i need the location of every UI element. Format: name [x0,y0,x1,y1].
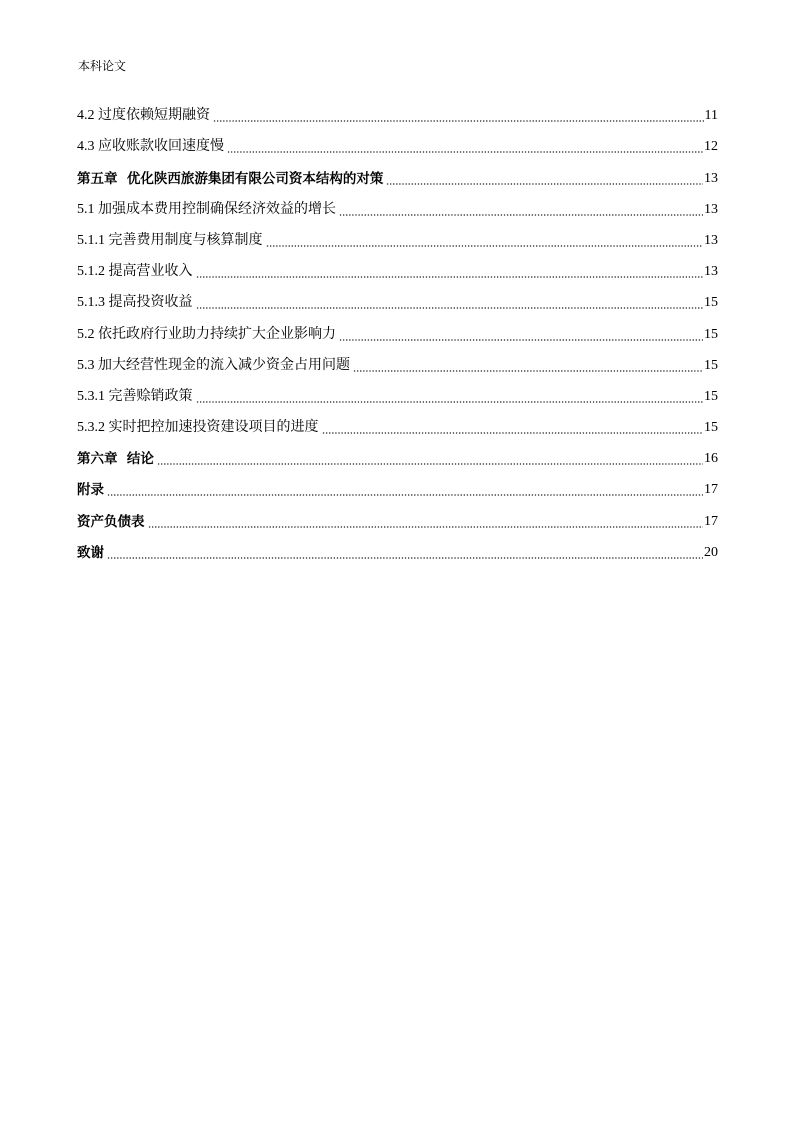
toc-dot-leader [322,432,704,434]
toc-entry-page: 20 [704,544,718,560]
toc-entry-title: 5.1.2 提高营业收入 [77,264,193,280]
toc-dot-leader [227,151,703,153]
toc-entry[interactable] [77,131,718,162]
toc-dot-leader [107,557,703,559]
table-of-contents [77,100,718,568]
toc-entry[interactable] [77,443,718,474]
toc-entry[interactable] [77,100,718,131]
toc-entry[interactable] [77,287,718,318]
toc-entry-page: 13 [704,232,718,248]
toc-entry[interactable] [77,505,718,536]
toc-dot-leader [157,463,703,465]
toc-dot-leader [339,214,703,216]
toc-entry-page: 11 [704,108,718,124]
toc-entry-title: 5.1.3 提高投资收益 [77,295,193,311]
toc-entry-title: 5.1.1 完善费用制度与核算制度 [77,232,263,248]
toc-entry[interactable] [77,318,718,349]
toc-entry-title: 附录 [77,482,104,499]
toc-entry[interactable] [77,537,718,568]
toc-entry-title: 5.1 加强成本费用控制确保经济效益的增长 [77,201,336,217]
toc-entry-title: 第六章 结论 [77,451,154,468]
toc-entry-page: 17 [704,513,718,529]
toc-entry[interactable] [77,350,718,381]
toc-entry-title: 致谢 [77,544,104,561]
toc-entry-page: 13 [704,170,718,186]
toc-entry-title: 资产负债表 [77,513,145,530]
toc-dot-leader [339,339,703,341]
toc-entry-title: 4.2 过度依赖短期融资 [77,108,210,124]
toc-dot-leader [148,526,704,528]
toc-entry-page: 15 [704,295,718,311]
toc-entry[interactable] [77,256,718,287]
toc-dot-leader [353,370,703,372]
toc-dot-leader [266,245,704,247]
toc-entry-title: 4.3 应收账款收回速度慢 [77,139,224,155]
toc-entry-title: 5.3.1 完善赊销政策 [77,388,193,404]
toc-dot-leader [196,276,704,278]
toc-entry[interactable] [77,474,718,505]
toc-entry-page: 15 [704,357,718,373]
toc-dot-leader [107,494,703,496]
toc-dot-leader [196,307,704,309]
toc-entry[interactable] [77,381,718,412]
toc-entry-page: 15 [704,326,718,342]
toc-entry-title: 5.3 加大经营性现金的流入减少资金占用问题 [77,357,350,373]
toc-entry-title: 第五章 优化陕西旅游集团有限公司资本结构的对策 [77,170,384,187]
toc-entry-title: 5.3.2 实时把控加速投资建设项目的进度 [77,420,319,436]
toc-dot-leader [386,183,703,185]
toc-dot-leader [196,401,704,403]
toc-entry[interactable] [77,162,718,193]
toc-entry[interactable] [77,225,718,256]
toc-entry-page: 15 [704,388,718,404]
page-header: 本科论文 [78,59,127,73]
toc-entry-page: 16 [704,451,718,467]
toc-entry-page: 13 [704,264,718,280]
toc-entry[interactable] [77,412,718,443]
toc-entry-page: 13 [704,201,718,217]
toc-entry-title: 5.2 依托政府行业助力持续扩大企业影响力 [77,326,336,342]
toc-entry-page: 17 [704,482,718,498]
toc-entry-page: 12 [704,139,718,155]
toc-entry-page: 15 [704,420,718,436]
toc-dot-leader [213,120,704,122]
toc-entry[interactable] [77,194,718,225]
